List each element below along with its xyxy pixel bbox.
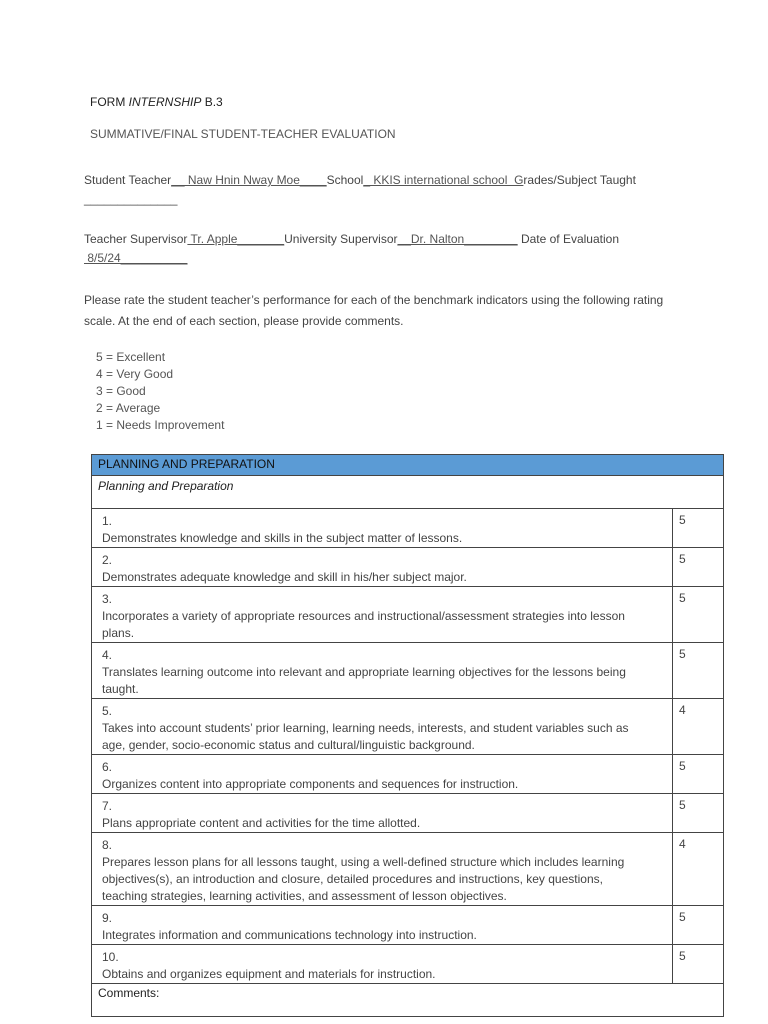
teacher-supervisor-field[interactable]: Tr. Apple_______ <box>187 232 285 246</box>
item-number: 8. <box>102 838 113 852</box>
item-score[interactable]: 5 <box>673 548 724 587</box>
grades-field[interactable]: ______________ <box>84 192 178 206</box>
school-field[interactable]: _ KKIS international school G <box>363 173 524 187</box>
table-row <box>92 509 724 548</box>
evaluation-table <box>91 454 724 1017</box>
comments-label[interactable]: Comments: <box>92 984 724 1017</box>
university-supervisor-label: University Supervisor <box>284 232 398 246</box>
item-score[interactable]: 5 <box>673 945 724 984</box>
university-supervisor-field[interactable]: __Dr. Nalton________ <box>397 232 518 246</box>
item-number: 6. <box>102 760 113 774</box>
item-score[interactable]: 5 <box>673 587 724 643</box>
school-label: School <box>326 173 364 187</box>
rating-scale-item: 1 = Needs Improvement <box>96 418 225 432</box>
form-identifier <box>90 95 223 109</box>
section-subtitle: Planning and Preparation <box>92 476 724 509</box>
grades-blank-line <box>84 192 177 206</box>
item-number: 5. <box>102 704 113 718</box>
table-row <box>92 548 724 587</box>
table-row <box>92 587 724 643</box>
section-header: PLANNING AND PREPARATION <box>92 455 724 476</box>
rating-scale <box>96 349 224 434</box>
item-score[interactable]: 5 <box>673 509 724 548</box>
item-text: Takes into account students’ prior learning, learning needs, interests, and student variables such as age, gender, socio-economic status and cultural/linguistic background. <box>102 721 629 752</box>
date-line <box>84 251 187 265</box>
item-text: Organizes content into appropriate components and sequences for instruction. <box>102 777 519 791</box>
item-text: Prepares lesson plans for all lessons taught, using a well-defined structure which includes learning objectives(s), an introduction and closure, detailed procedures and instructions, key questions, teaching strategies, learning activities, and assessment of lesson objectives. <box>102 855 625 903</box>
instructions-paragraph: Please rate the student teacher’s performance for each of the benchmark indicators using the following rating scale. At the end of each section, please provide comments. <box>84 293 664 328</box>
item-text: Demonstrates knowledge and skills in the subject matter of lessons. <box>102 531 463 545</box>
item-score[interactable]: 5 <box>673 643 724 699</box>
form-subtitle: SUMMATIVE/FINAL STUDENT-TEACHER EVALUATION <box>90 127 396 141</box>
date-of-evaluation-label: Date of Evaluation <box>517 232 620 246</box>
item-number: 10. <box>102 950 119 964</box>
item-text: Obtains and organizes equipment and materials for instruction. <box>102 967 436 981</box>
item-text: Integrates information and communications technology into instruction. <box>102 928 477 942</box>
form-suffix: B.3 <box>201 95 223 109</box>
item-number: 4. <box>102 648 113 662</box>
date-of-evaluation-field[interactable]: 8/5/24__________ <box>84 251 188 265</box>
item-text: Demonstrates adequate knowledge and skill in his/her subject major. <box>102 570 467 584</box>
grades-label: rades/Subject Taught <box>523 173 636 187</box>
item-number: 2. <box>102 553 113 567</box>
item-text: Incorporates a variety of appropriate resources and instructional/assessment strategies into lesson plans. <box>102 609 625 640</box>
rating-scale-item: 3 = Good <box>96 384 146 398</box>
student-teacher-field[interactable]: __ Naw Hnin Nway Moe____ <box>171 173 327 187</box>
item-score[interactable]: 4 <box>673 699 724 755</box>
item-number: 1. <box>102 514 113 528</box>
item-score[interactable]: 5 <box>673 906 724 945</box>
item-score[interactable]: 5 <box>673 794 724 833</box>
student-teacher-label: Student Teacher <box>84 173 172 187</box>
table-row <box>92 755 724 794</box>
form-italic: INTERNSHIP <box>128 95 202 109</box>
item-score[interactable]: 4 <box>673 833 724 906</box>
table-row <box>92 794 724 833</box>
item-text: Translates learning outcome into relevant and appropriate learning objectives for the lessons being taught. <box>102 665 626 696</box>
teacher-supervisor-label: Teacher Supervisor <box>84 232 188 246</box>
table-row <box>92 906 724 945</box>
item-number: 3. <box>102 592 113 606</box>
rating-scale-item: 2 = Average <box>96 401 161 415</box>
student-teacher-line <box>84 173 636 187</box>
rating-scale-item: 5 = Excellent <box>96 350 166 364</box>
supervisor-line <box>84 232 619 246</box>
table-row <box>92 699 724 755</box>
form-prefix: FORM <box>90 95 129 109</box>
item-number: 9. <box>102 911 113 925</box>
rating-scale-item: 4 = Very Good <box>96 367 174 381</box>
table-row <box>92 833 724 906</box>
item-score[interactable]: 5 <box>673 755 724 794</box>
item-text: Plans appropriate content and activities for the time allotted. <box>102 816 421 830</box>
table-row <box>92 643 724 699</box>
table-row <box>92 945 724 984</box>
item-number: 7. <box>102 799 113 813</box>
